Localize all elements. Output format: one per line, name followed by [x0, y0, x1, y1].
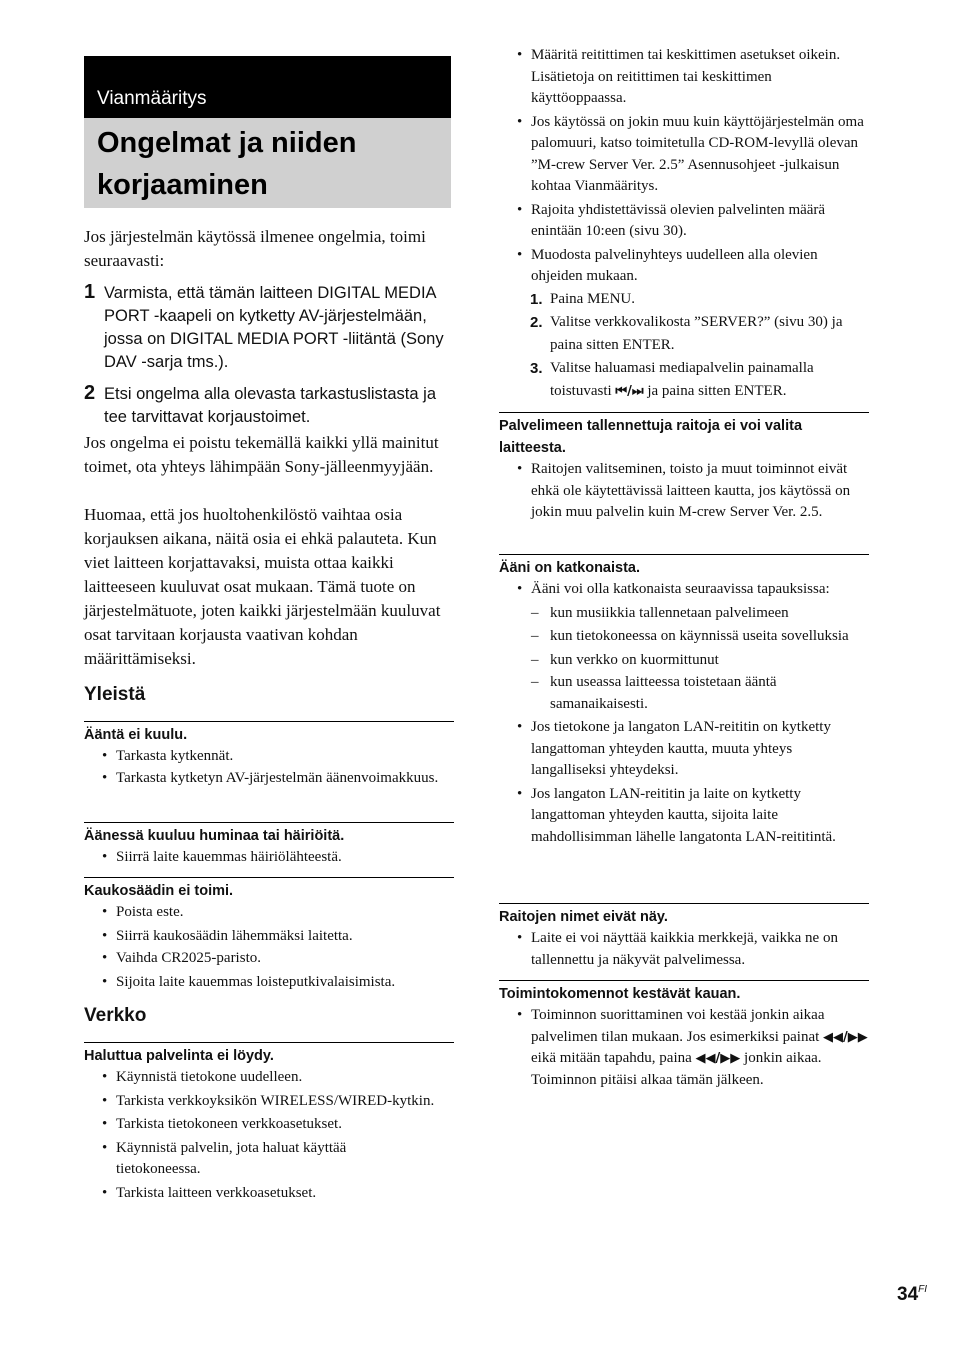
section-title-general: Yleistä [84, 684, 146, 705]
issue-heading: Raitojen nimet eivät näy. [499, 903, 869, 928]
network-continued [499, 45, 869, 403]
list-item: • Tarkasta kytkennät. [84, 746, 454, 768]
list-item: • Vaihda CR2025-paristo. [84, 948, 454, 970]
page-number [897, 1284, 927, 1306]
substep-number: 1. [530, 290, 543, 308]
list-item: • Muodosta palvelinyhteys uudelleen alla olevien ohjeiden mukaan. [499, 245, 869, 288]
issue-heading: Äänessä kuuluu huminaa tai häiriöitä. [84, 822, 454, 847]
dash-item: – kun musiikkia tallennetaan palvelimeen [499, 603, 869, 625]
section-title-network: Verkko [84, 1005, 147, 1026]
step-1 [84, 282, 444, 374]
rewind-forward-icon: ◀◀/▶▶ [695, 1051, 741, 1066]
page-title-line2: korjaaminen [97, 169, 268, 201]
prev-next-icon: ⏮/⏭ [615, 383, 644, 399]
dash-item: – kun verkko on kuormittunut [499, 650, 869, 672]
dash-item: – kun useassa laitteessa toistetaan ääntä samanaikaisesti. [499, 672, 869, 715]
substep-number: 2. [530, 313, 543, 331]
list-item: • Jos langaton LAN-reititin ja laite on kytketty langattoman yhteyden kautta, sijoita laite mahdollisimman lähelle langatonta LAN-reititintä. [499, 784, 869, 849]
list-item: • Raitojen valitseminen, toisto ja muut toiminnot eivät ehkä ole käytettävissä laitteen kautta, jos käytössä on jokin muu palvelin kuin M-crew Server Ver. 2.5. [499, 459, 869, 524]
list-item [499, 1005, 869, 1091]
substep-text: Valitse haluamasi mediapalvelin painamalla toistuvasti [550, 359, 814, 399]
rewind-forward-icon: ◀◀/▶▶ [823, 1029, 868, 1045]
list-item: • Rajoita yhdistettävissä olevien palvelinten määrä enintään 10:een (sivu 30). [499, 200, 869, 243]
list-item: • Siirrä kaukosäädin lähemmäksi laitetta. [84, 926, 454, 948]
reconnect-steps [499, 288, 869, 403]
list-item: • Tarkasta kytketyn AV-järjestelmän äänenvoimakkuus. [84, 768, 454, 790]
paragraph-contact: Jos ongelma ei poistu tekemällä kaikki yllä mainitut toimet, ota yhteys lähimpään Sony-jälleenmyyjään. [84, 433, 439, 476]
page-title [84, 118, 451, 208]
issue-slow-commands [499, 980, 869, 1091]
list-item: • Tarkista tietokoneen verkkoasetukset. [84, 1114, 454, 1136]
issue-track-names [499, 903, 869, 971]
issue-heading: Palvelimeen tallennettuja raitoja ei voi valita laitteesta. [499, 412, 869, 459]
list-item: • Tarkista laitteen verkkoasetukset. [84, 1183, 454, 1205]
substep [499, 288, 869, 311]
list-item: • Käynnistä tietokone uudelleen. [84, 1067, 454, 1089]
section-label: Vianmääritys [84, 56, 451, 118]
language-code: FI [918, 1284, 928, 1295]
issue-heading: Ääni on katkonaista. [499, 554, 869, 579]
general-group-no-sound [84, 721, 454, 789]
paragraph-repair: Huomaa, että jos huoltohenkilöstö vaihtaa osia korjauksen aikana, näitä osia ei ehkä palauteta. Kun viet laitteen korjattavaksi, muista ottaa kaikki laitteeseen kuuluvat osat mukaan. Tämä tuote on järjestelmätuote, joten kaikki järjestelmään kuuluvat osat tarvitaan korjausta vaativan kohdan määrittämiseksi. [84, 505, 441, 668]
list-item: • Sijoita laite kauemmas loisteputkivalaisimista. [84, 972, 454, 994]
substep [499, 311, 869, 357]
issue-heading: Kaukosäädin ei toimi. [84, 877, 454, 902]
issue-heading: Haluttua palvelinta ei löydy. [84, 1042, 454, 1067]
list-item: • Siirrä laite kauemmas häiriölähteestä. [84, 847, 454, 869]
step-text: Varmista, että tämän laitteen DIGITAL MEDIA PORT -kaapeli on kytketty AV-järjestelmään, jossa on DIGITAL MEDIA PORT -liitäntä (Sony DAV -sarja tms.). [104, 284, 444, 371]
issue-saved-tracks [499, 412, 869, 524]
steps [84, 282, 444, 429]
list-item: • Laite ei voi näyttää kaikkia merkkejä, vaikka ne on tallennettu ja näkyvät palvelimessa. [499, 928, 869, 971]
substep-text: Valitse verkkovalikosta ”SERVER?” (sivu 30) ja paina sitten ENTER. [550, 313, 843, 353]
list-item: • Käynnistä palvelin, jota haluat käyttää tietokoneessa. [84, 1138, 454, 1181]
intro-text: Jos järjestelmän käytössä ilmenee ongelmia, toimi seuraavasti: [84, 227, 426, 270]
list-item: • Ääni voi olla katkonaista seuraavissa tapauksissa: [499, 579, 869, 601]
list-item: • Jos käytössä on jokin muu kuin käyttöjärjestelmän oma palomuuri, katso toimitetulla CD-ROM-levyllä olevan ”M-crew Server Ver. 2.5” Asennusohjeet -julkaisun kohtaa Vianmääritys. [499, 112, 869, 198]
list-item: • Poista este. [84, 902, 454, 924]
substep-number: 3. [530, 359, 543, 377]
substep-text: ja paina sitten ENTER. [647, 382, 787, 399]
list-item: • Määritä reitittimen tai keskittimen asetukset oikein. Lisätietoja on reitittimen tai keskittimen käyttöoppaassa. [499, 45, 869, 110]
issue-heading: Ääntä ei kuulu. [84, 721, 454, 746]
general-group-remote [84, 877, 454, 993]
list-item: • Tarkista verkkoyksikön WIRELESS/WIRED-kytkin. [84, 1091, 454, 1113]
text-part: jonkin aikaa. Toiminnon pitäisi alkaa tämän jälkeen. [531, 1050, 822, 1088]
text-part: eikä mitään tapahdu, paina [531, 1050, 692, 1066]
text-part: Toiminnon suorittaminen voi kestää jonkin aikaa palvelimen tilan mukaan. Jos esimerkiksi painat [531, 1007, 825, 1045]
step-2 [84, 383, 444, 429]
step-number: 1 [84, 281, 96, 303]
network-group-server [84, 1042, 454, 1204]
substep [499, 357, 869, 403]
step-text: Etsi ongelma alla olevasta tarkastuslistasta ja tee tarvittavat korjaustoimet. [104, 385, 436, 426]
general-group-noise [84, 822, 454, 869]
issue-choppy-sound [499, 554, 869, 848]
list-item: • Jos tietokone ja langaton LAN-reititin on kytketty langattoman yhteyden kautta, muuta yhteys langalliseksi yhteydeksi. [499, 717, 869, 782]
step-number: 2 [84, 382, 96, 404]
page-title-line1: Ongelmat ja niiden [97, 127, 357, 159]
issue-heading: Toimintokomennot kestävät kauan. [499, 980, 869, 1005]
page-number-value: 34 [897, 1284, 919, 1305]
dash-item: – kun tietokoneessa on käynnissä useita sovelluksia [499, 626, 869, 648]
substep-text: Paina MENU. [550, 290, 635, 307]
